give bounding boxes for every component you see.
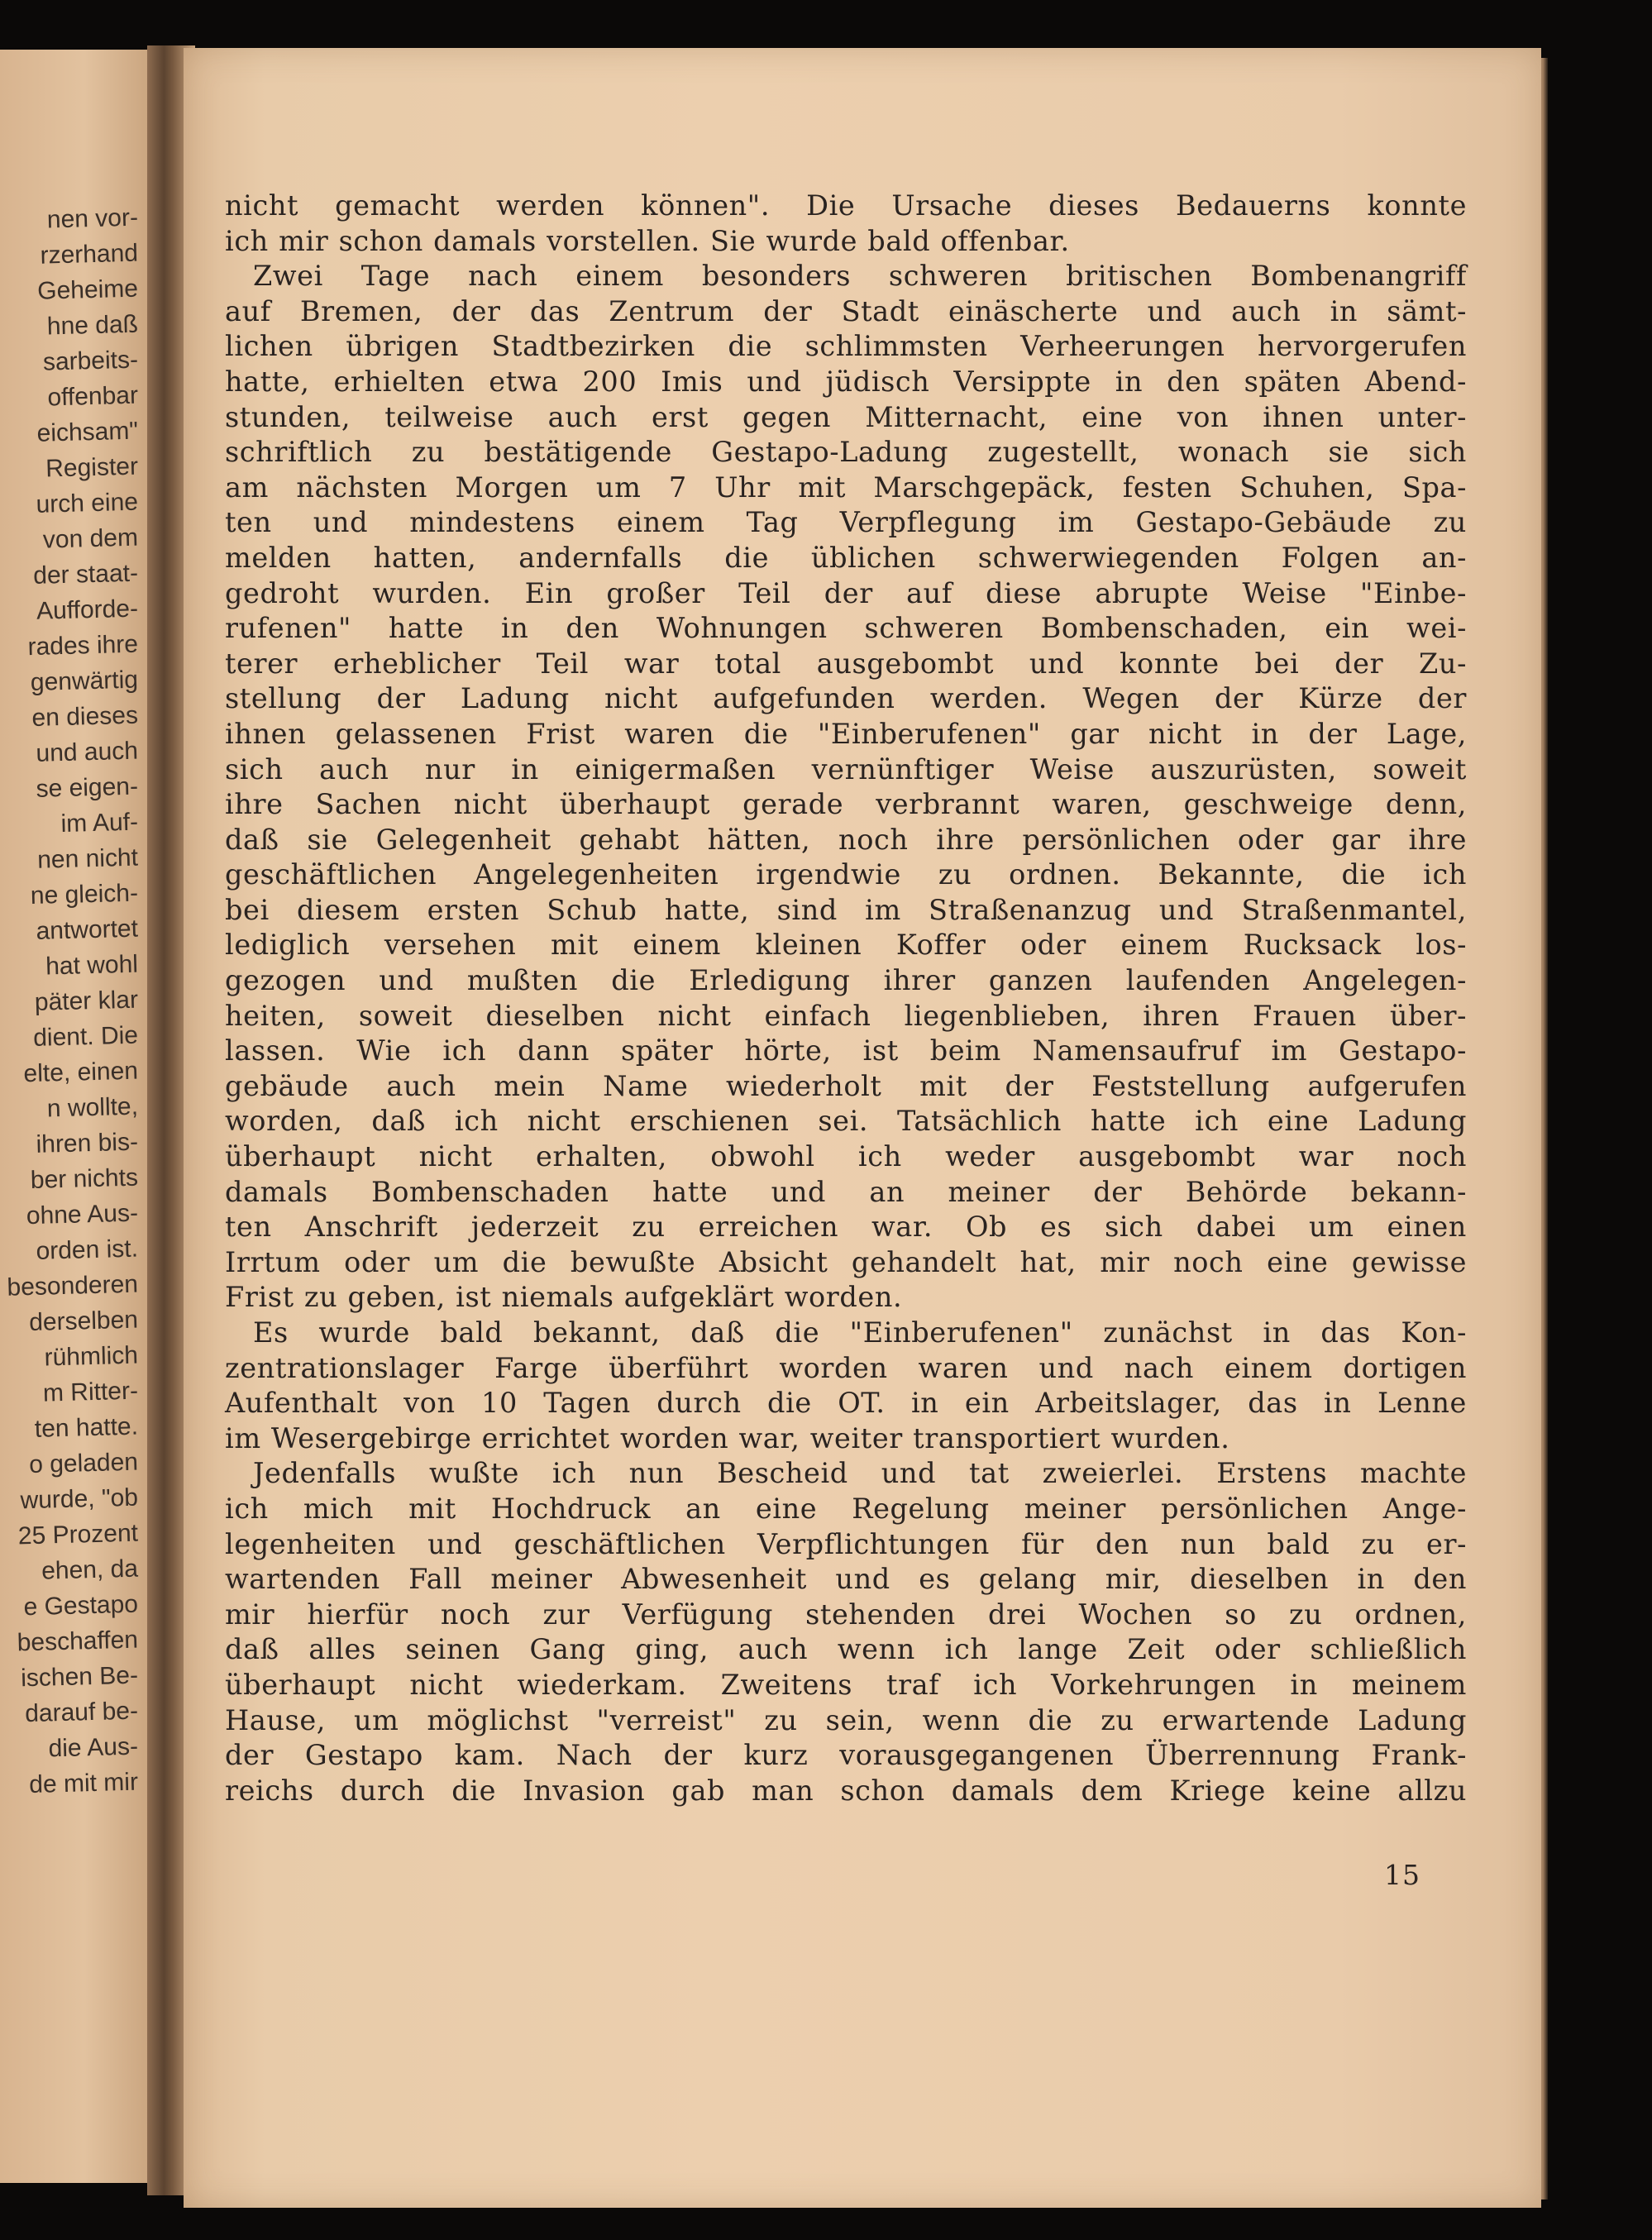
text-line: lichen übrigen Stadtbezirken die schlimmsten Verheerungen hervorgerufen <box>225 330 1467 363</box>
text-line: gebäude auch mein Name wiederholt mit der Feststellung aufgerufen <box>225 1069 1467 1102</box>
text-line: rufenen" hatte in den Wohnungen schweren Bombenschaden, ein wei- <box>225 612 1467 645</box>
text-line: zentrationslager Farge überführt worden waren und nach einem dortigen <box>225 1351 1467 1384</box>
text-line: ten und mindestens einem Tag Verpflegung im Gestapo-Gebäude zu <box>225 506 1467 539</box>
left-page-fragment: o geladen <box>28 1448 139 1479</box>
left-page-fragment: wurde, "ob <box>20 1483 139 1515</box>
text-line: ten Anschrift jederzeit zu erreichen war. Ob es sich dabei um einen <box>225 1211 1467 1244</box>
left-page-fragment: eichsam" <box>36 417 139 447</box>
left-page-fragment: rühmlich <box>44 1341 139 1372</box>
text-line: Irrtum oder um die bewußte Absicht gehandelt hat, mir noch eine gewisse <box>225 1245 1467 1278</box>
text-line: geschäftlichen Angelegenheiten irgendwie zu ordnen. Bekannte, die ich <box>225 858 1467 891</box>
left-page-fragment: Register <box>45 452 139 483</box>
left-page-fragment: rades ihre <box>27 630 139 661</box>
left-page-fragment: offenbar <box>47 381 139 412</box>
left-page-fragment: dient. Die <box>32 1021 139 1052</box>
text-line: Jedenfalls wußte ich nun Bescheid und tat zweierlei. Erstens machte <box>253 1457 1467 1490</box>
text-line: reichs durch die Invasion gab man schon damals dem Kriege keine allzu <box>225 1774 1467 1807</box>
text-line: im Wesergebirge errichtet worden war, weiter transportiert wurden. <box>225 1421 1230 1454</box>
left-page-fragment: ten hatte. <box>34 1412 139 1443</box>
left-page-fragment: päter klar <box>34 986 139 1016</box>
left-page-fragment: derselben <box>28 1306 139 1337</box>
text-line: mir hierfür noch zur Verfügung stehenden drei Wochen so zu ordnen, <box>225 1598 1467 1631</box>
text-line: Aufenthalt von 10 Tagen durch die OT. in ein Arbeitslager, das in Lenne <box>225 1387 1467 1420</box>
text-line: damals Bombenschaden hatte und an meiner der Behörde bekann- <box>225 1175 1467 1208</box>
left-page-fragment: der staat- <box>32 559 139 590</box>
left-page-fragment: ber nichts <box>30 1163 139 1194</box>
text-line: ihnen gelassenen Frist waren die "Einberufenen" gar nicht in der Lage, <box>225 717 1467 750</box>
left-page-fragment: ehen, da <box>41 1555 139 1585</box>
text-line: ich mich mit Hochdruck an eine Regelung meiner persönlichen Ange- <box>225 1492 1467 1525</box>
text-line: melden hatten, andernfalls die üblichen schwerwiegenden Folgen an- <box>225 541 1467 574</box>
text-line: worden, daß ich nicht erschienen sei. Tatsächlich hatte ich eine Ladung <box>225 1105 1467 1138</box>
left-page-text <box>0 203 138 1803</box>
text-line: sich auch nur in einigermaßen vernünftiger Weise auszurüsten, soweit <box>225 752 1467 786</box>
text-line: Zwei Tage nach einem besonders schweren britischen Bombenangriff <box>253 260 1467 293</box>
text-line: gedroht wurden. Ein großer Teil der auf diese abrupte Weise "Einbe- <box>225 576 1467 609</box>
text-line: überhaupt nicht erhalten, obwohl ich weder ausgebombt war noch <box>225 1140 1467 1173</box>
text-line: stunden, teilweise auch erst gegen Mitternacht, eine von ihnen unter- <box>225 400 1467 433</box>
left-page-fragment: beschaffen <box>17 1626 139 1657</box>
left-page-fragment: die Aus- <box>48 1732 139 1763</box>
left-page-fragment: 25 Prozent <box>17 1519 139 1550</box>
left-page-fragment: Aufforde- <box>36 595 139 625</box>
left-page-fragment: n wollte, <box>46 1092 139 1123</box>
text-line: der Gestapo kam. Nach der kurz vorausgegangenen Überrennung Frank- <box>225 1739 1467 1772</box>
text-line: überhaupt nicht wiederkam. Zweitens traf ich Vorkehrungen in meinem <box>225 1668 1467 1701</box>
left-page-fragment: besonderen <box>7 1270 139 1301</box>
body-text <box>225 189 1467 1808</box>
text-line: stellung der Ladung nicht aufgefunden werden. Wegen der Kürze der <box>225 682 1467 715</box>
text-line: wartenden Fall meiner Abwesenheit und es gelang mir, dieselben in den <box>225 1563 1467 1596</box>
text-line: heiten, soweit dieselben nicht einfach liegenblieben, ihren Frauen über- <box>225 999 1467 1032</box>
left-page-fragment: en dieses <box>31 701 139 732</box>
text-line: auf Bremen, der das Zentrum der Stadt einäscherte und auch in sämt- <box>225 294 1467 327</box>
text-line: nicht gemacht werden können". Die Ursache dieses Bedauerns konnte <box>225 189 1467 222</box>
text-line: ich mir schon damals vorstellen. Sie wurde bald offenbar. <box>225 224 1070 257</box>
left-page-fragment: ne gleich- <box>30 879 139 910</box>
text-line: am nächsten Morgen um 7 Uhr mit Marschgepäck, festen Schuhen, Spa- <box>225 470 1467 504</box>
left-page-fragment: nen nicht <box>36 843 139 874</box>
left-page-fragment: Geheime <box>36 275 139 305</box>
left-page-fragment: im Auf- <box>60 808 139 838</box>
text-line: daß sie Gelegenheit gehabt hätten, noch ihre persönlichen oder gar ihre <box>225 823 1467 856</box>
left-page-fragment: elte, einen <box>23 1057 139 1088</box>
text-line: lassen. Wie ich dann später hörte, ist beim Namensaufruf im Gestapo- <box>225 1034 1467 1067</box>
text-line: lediglich versehen mit einem kleinen Koffer oder einem Rucksack los- <box>225 929 1467 962</box>
text-line: ihre Sachen nicht überhaupt gerade verbrannt waren, geschweige denn, <box>225 788 1467 821</box>
left-page-fragment: ihren bis- <box>36 1128 139 1158</box>
left-page <box>0 50 153 2183</box>
page-number: 15 <box>1384 1859 1420 1891</box>
text-line: hatte, erhielten etwa 200 Imis und jüdisch Versippte in den späten Abend- <box>225 365 1467 398</box>
left-page-fragment: antwortet <box>36 915 139 945</box>
left-page-fragment: de mit mir <box>28 1768 139 1799</box>
left-page-fragment: urch eine <box>36 488 139 518</box>
left-page-fragment: nen vor- <box>46 203 139 234</box>
left-page-fragment: sarbeits- <box>42 346 139 376</box>
left-page-fragment: genwärtig <box>30 666 139 696</box>
right-page <box>184 48 1541 2208</box>
text-line: gezogen und mußten die Erledigung ihrer ganzen laufenden Angelegen- <box>225 964 1467 997</box>
text-line: schriftlich zu bestätigende Gestapo-Ladung zugestellt, wonach sie sich <box>225 436 1467 469</box>
left-page-fragment: e Gestapo <box>23 1590 139 1621</box>
text-line: terer erheblicher Teil war total ausgebombt und konnte bei der Zu- <box>225 647 1467 680</box>
left-page-fragment: hne daß <box>46 310 139 341</box>
left-page-fragment: rzerhand <box>40 239 139 270</box>
text-line: legenheiten und geschäftlichen Verpflichtungen für den nun bald zu er- <box>225 1527 1467 1560</box>
left-page-fragment: ischen Be- <box>20 1661 139 1693</box>
left-page-fragment: darauf be- <box>24 1697 139 1728</box>
left-page-fragment: orden ist. <box>36 1235 139 1265</box>
text-line: bei diesem ersten Schub hatte, sind im Straßenanzug und Straßenmantel, <box>225 893 1467 926</box>
text-line: daß alles seinen Gang ging, auch wenn ich lange Zeit oder schließlich <box>225 1633 1467 1666</box>
left-page-fragment: von dem <box>42 523 139 554</box>
left-page-fragment: ohne Aus- <box>26 1199 139 1230</box>
text-line: Es wurde bald bekannt, daß die "Einberufenen" zunächst in das Kon- <box>253 1316 1467 1349</box>
left-page-fragment: hat wohl <box>45 950 139 981</box>
text-line: Frist zu geben, ist niemals aufgeklärt worden. <box>225 1281 903 1314</box>
left-page-fragment: se eigen- <box>36 772 139 803</box>
left-page-fragment: und auch <box>36 737 139 767</box>
text-line: Hause, um möglichst "verreist" zu sein, wenn die zu erwartende Ladung <box>225 1703 1467 1736</box>
left-page-fragment: m Ritter- <box>42 1377 139 1407</box>
